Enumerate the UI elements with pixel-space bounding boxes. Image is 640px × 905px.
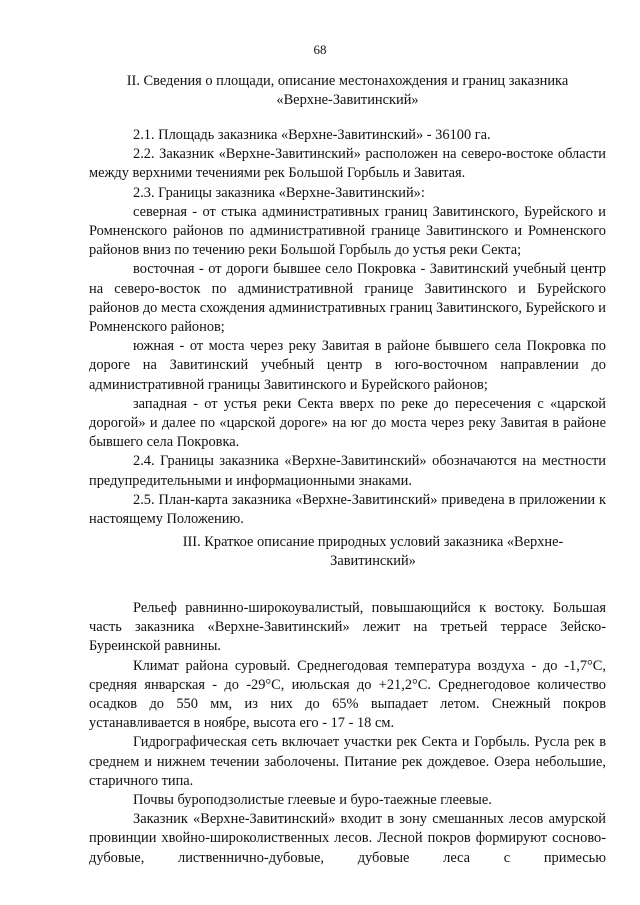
section-2-heading-line-1: II. Сведения о площади, описание местонахождения и границ заказника [126,73,569,89]
paragraph-2-2: 2.2. Заказник «Верхне-Завитинский» расположен на северо-востоке области между верхними течениями рек Большой Горбыль и Завитая. [89,146,606,182]
paragraph-border-south: южная - от моста через реку Завитая в районе бывшего села Покровка по дороге на Завитинский учебный центр в юго-восточном направлении до административной границы Завитинского и Бурейского районов; [89,338,606,393]
paragraph-2-5: 2.5. План-карта заказника «Верхне-Завитинский» приведена в приложении к настоящему Положению. [89,491,606,528]
section-2-heading [89,72,606,110]
paragraph-forests: Заказник «Верхне-Завитинский» входит в зону смешанных лесов амурской провинции хвойно-широколиственных лесов. Лесной покров формируют сосново-дубовые, лиственнично-дубовые, дубовые леса с примесью [89,811,606,866]
section-2-body [89,126,606,529]
paragraph-2-3: 2.3. Границы заказника «Верхне-Завитинский»: [133,184,425,201]
page-number: 68 [313,42,327,57]
paragraph-hydrography: Гидрографическая сеть включает участки рек Секта и Горбыль. Русла рек в среднем и нижнем течении заболочены. Питание рек дождевое. Озера небольшие, старичного типа. [89,734,606,789]
paragraph-border-north: северная - от стыка административных границ Завитинского, Бурейского и Ромненского районов по административной границе Завитинского и Ромненского районов вниз по течению реки Большой Горбыль до устья реки Секта; [89,203,606,259]
paragraph-border-east: восточная - от дороги бывшее село Покровка - Завитинский учебный центр на северо-восток по административной границе Завитинского и Бурейского районов до места схождения административных границ Завитинского, Бурейского и Ромненского районов; [89,261,606,336]
paragraph-soils: Почвы буроподзолистые глеевые и буро-таежные глеевые. [133,792,492,809]
section-3-heading-line-2: Завитинский» [330,553,416,569]
section-3-body [89,599,606,868]
paragraph-climate: Климат района суровый. Среднегодовая температура воздуха - до -1,7°С, средняя январская - до -29°С, июльская до +21,2°С. Среднегодовое количество осадков до 550 мм, из них до 65% выпадает летом. Снежный покров устанавливается в ноябре, высота его - 17 - 18 см. [89,657,606,732]
paragraph-2-1: 2.1. Площадь заказника «Верхне-Завитинский» - 36100 га. [133,127,491,143]
paragraph-border-west: западная - от устья реки Секта вверх по реке до пересечения с «царской дорогой» и далее по «царской дороге» на юг до моста через реку Завитая в районе бывшего села Покровка. [89,395,606,451]
paragraph-2-4: 2.4. Границы заказника «Верхне-Завитинский» обозначаются на местности предупредительными и информационными знаками. [89,453,606,489]
section-3-heading [150,533,596,571]
paragraph-relief: Рельеф равнинно-широкоувалистый, повышающийся к востоку. Большая часть заказника «Верхне-Завитинский» лежит на третьей террасе Зейско-Буреинской равнины. [89,600,606,655]
section-3-heading-line-1: III. Краткое описание природных условий заказника «Верхне- [182,534,564,550]
section-2-heading-line-2: «Верхне-Завитинский» [276,92,419,108]
